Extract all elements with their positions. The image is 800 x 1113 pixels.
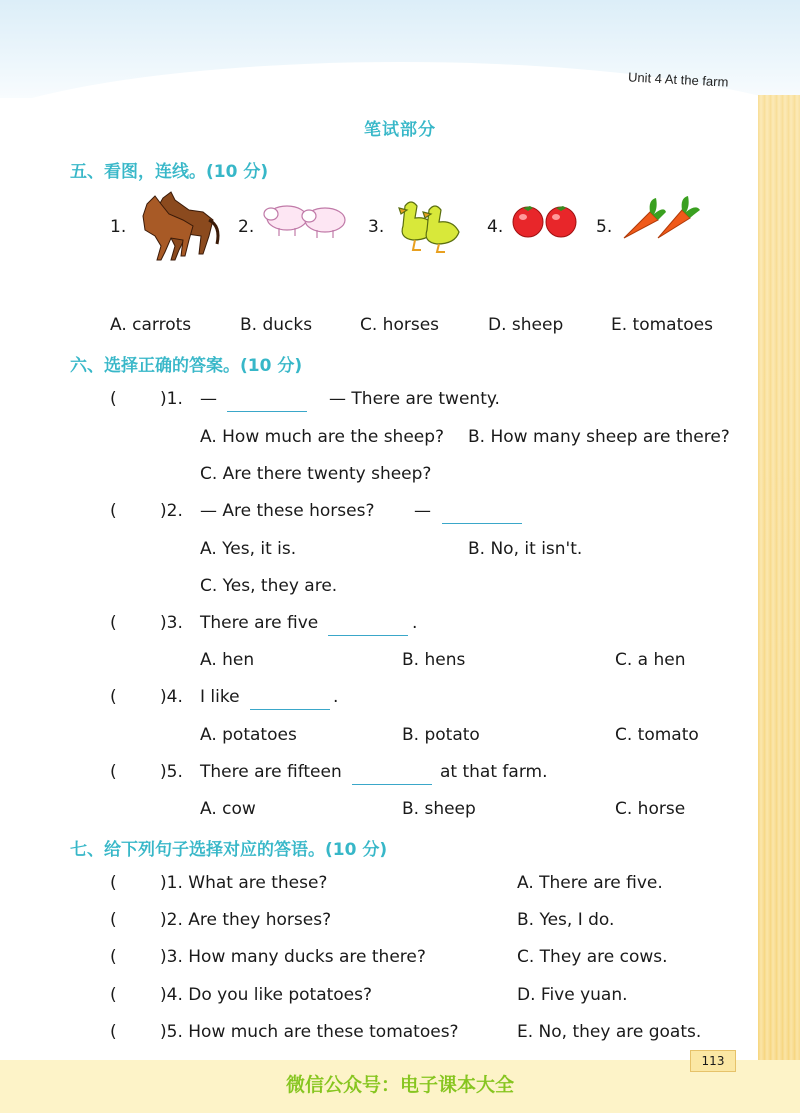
sec7-question-1: )1. What are these?: [160, 873, 328, 893]
q3-blank[interactable]: [328, 617, 408, 636]
q4-text: I like: [200, 687, 240, 707]
sec7-answer-e: E. No, they are goats.: [517, 1022, 702, 1042]
answer-paren: (: [110, 762, 117, 782]
q3-option-b: B. hens: [402, 650, 466, 670]
sec6-title: 六、选择正确的答案。(10 分): [70, 356, 303, 376]
q3-end: .: [412, 613, 418, 633]
q3-option-a: A. hen: [200, 650, 255, 670]
answer-paren: (: [110, 985, 117, 1005]
q2-blank[interactable]: [442, 505, 522, 524]
q2-option-a: A. Yes, it is.: [200, 539, 297, 559]
q2-option-b: B. No, it isn't.: [468, 539, 583, 559]
q2-text: — Are these horses?: [200, 501, 375, 521]
q5-end: at that farm.: [440, 762, 548, 782]
horse-picture: [133, 190, 223, 266]
answer-paren: (: [110, 613, 117, 633]
answer-paren: (: [110, 687, 117, 707]
sec7-question-3: )3. How many ducks are there?: [160, 947, 426, 967]
sec7-title: 七、给下列句子选择对应的答语。(10 分): [70, 840, 388, 860]
option-a: A. carrots: [110, 315, 192, 335]
unit-label: Unit 4 At the farm: [627, 69, 729, 90]
q1-dash: —: [200, 389, 217, 409]
q3-option-c: C. a hen: [615, 650, 686, 670]
pic-number-5: 5.: [596, 217, 613, 237]
q5-blank[interactable]: [352, 766, 432, 785]
q4-option-a: A. potatoes: [200, 725, 297, 745]
option-e: E. tomatoes: [611, 315, 713, 335]
q4-blank[interactable]: [250, 691, 330, 710]
q2-dash: —: [414, 501, 431, 521]
q1-option-b: B. How many sheep are there?: [468, 427, 730, 447]
carrots-picture: [620, 194, 704, 246]
q5-text: There are fifteen: [200, 762, 342, 782]
q4-number: )4.: [160, 687, 183, 707]
answer-paren: (: [110, 910, 117, 930]
sec5-title: 五、看图，连线。(10 分): [70, 162, 269, 182]
sec7-question-4: )4. Do you like potatoes?: [160, 985, 373, 1005]
tomatoes-picture: [511, 203, 579, 243]
answer-paren: (: [110, 873, 117, 893]
q2-option-c: C. Yes, they are.: [200, 576, 338, 596]
option-c: C. horses: [360, 315, 440, 335]
q1-blank[interactable]: [227, 393, 307, 412]
sec7-answer-d: D. Five yuan.: [517, 985, 628, 1005]
q4-option-b: B. potato: [402, 725, 480, 745]
ducks-picture: [395, 196, 471, 258]
sec7-answer-c: C. They are cows.: [517, 947, 668, 967]
sec7-question-2: )2. Are they horses?: [160, 910, 332, 930]
footer-watermark: 微信公众号：电子课本大全: [285, 1074, 514, 1096]
q1-number: )1.: [160, 389, 183, 409]
pic-number-1: 1.: [110, 217, 127, 237]
q2-number: )2.: [160, 501, 183, 521]
q5-option-a: A. cow: [200, 799, 256, 819]
pic-number-4: 4.: [487, 217, 504, 237]
q1-option-a: A. How much are the sheep?: [200, 427, 445, 447]
section-title: 笔试部分: [364, 120, 436, 140]
q4-option-c: C. tomato: [615, 725, 699, 745]
answer-paren: (: [110, 947, 117, 967]
answer-paren: (: [110, 389, 117, 409]
option-d: D. sheep: [488, 315, 564, 335]
option-b: B. ducks: [240, 315, 313, 335]
q3-text: There are five: [200, 613, 319, 633]
page-edge-shade: [758, 95, 800, 1113]
sec7-answer-b: B. Yes, I do.: [517, 910, 615, 930]
sec7-answer-a: A. There are five.: [517, 873, 663, 893]
q3-number: )3.: [160, 613, 183, 633]
sheep-picture: [263, 200, 351, 244]
sec7-question-5: )5. How much are these tomatoes?: [160, 1022, 459, 1042]
pic-number-3: 3.: [368, 217, 385, 237]
pic-number-2: 2.: [238, 217, 255, 237]
q1-text: — There are twenty.: [329, 389, 500, 409]
q1-option-c: C. Are there twenty sheep?: [200, 464, 432, 484]
q5-option-b: B. sheep: [402, 799, 476, 819]
q5-option-c: C. horse: [615, 799, 686, 819]
answer-paren: (: [110, 501, 117, 521]
page-number: 113: [690, 1050, 736, 1072]
q5-number: )5.: [160, 762, 183, 782]
q4-end: .: [333, 687, 339, 707]
answer-paren: (: [110, 1022, 117, 1042]
